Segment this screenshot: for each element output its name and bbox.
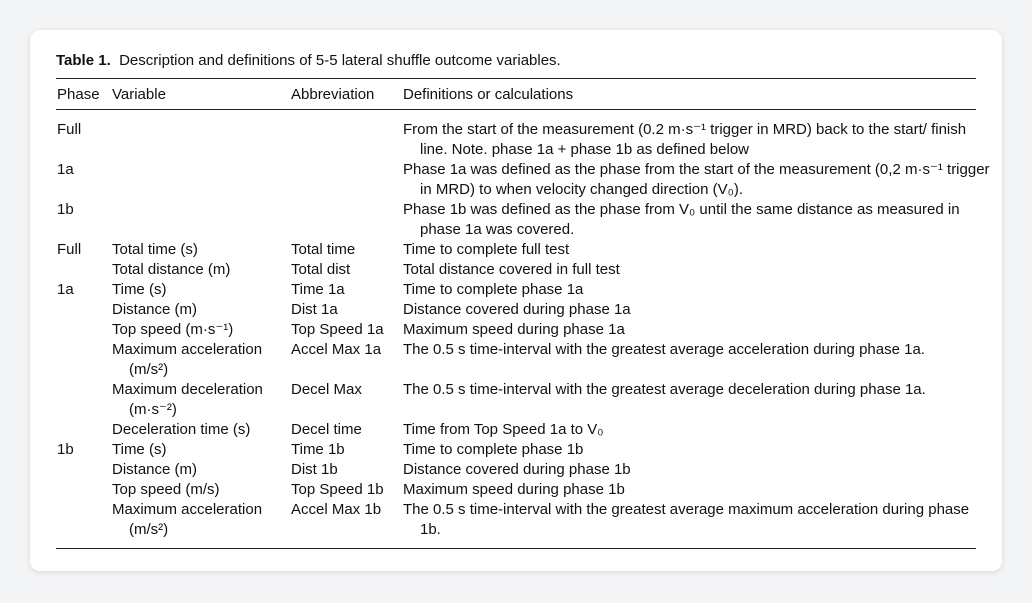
top-rule <box>56 78 976 79</box>
row-8-definition: The 0.5 s time-interval with the greatest average acceleration during phase 1a. <box>403 341 925 358</box>
row-5-abbreviation: Time 1a <box>291 281 345 298</box>
row-10-variable: Deceleration time (s) <box>112 421 251 438</box>
row-11-variable: Time (s) <box>112 441 167 458</box>
row-7-variable: Top speed (m·s⁻¹) <box>112 321 234 338</box>
row-3-abbreviation: Total time <box>291 241 356 258</box>
row-13-definition: Maximum speed during phase 1b <box>403 481 625 498</box>
row-10-definition: Time from Top Speed 1a to V₀ <box>403 421 604 438</box>
row-0-phase: Full <box>57 121 82 138</box>
row-4-abbreviation: Total dist <box>291 261 351 278</box>
row-5-variable: Time (s) <box>112 281 167 298</box>
row-11-abbreviation: Time 1b <box>291 441 345 458</box>
row-3-variable: Total time (s) <box>112 241 198 258</box>
row-14-variable: Maximum acceleration (m/s²) <box>112 501 263 538</box>
row-12-variable: Distance (m) <box>112 461 198 478</box>
row-8-variable: Maximum acceleration (m/s²) <box>112 341 263 378</box>
row-2-definition: Phase 1b was defined as the phase from V₀ until the same distance as measured in phase 1a was covered. <box>403 201 960 238</box>
row-6-abbreviation: Dist 1a <box>291 301 338 318</box>
row-3-definition: Time to complete full test <box>403 241 570 258</box>
row-1-definition: Phase 1a was defined as the phase from the start of the measurement (0,2 m·s⁻¹ trigger in MRD) to when velocity changed direction (V₀). <box>403 161 990 198</box>
row-7-definition: Maximum speed during phase 1a <box>403 321 625 338</box>
row-2-phase: 1b <box>57 201 74 218</box>
row-6-variable: Distance (m) <box>112 301 198 318</box>
table-label: Table 1. <box>56 52 111 69</box>
row-6-definition: Distance covered during phase 1a <box>403 301 631 318</box>
row-0-definition: From the start of the measurement (0.2 m·s⁻¹ trigger in MRD) back to the start/ finish line. Note. phase 1a + phase 1b as defined below <box>403 121 967 158</box>
table-title: Description and definitions of 5-5 lateral shuffle outcome variables. <box>119 52 561 69</box>
row-12-definition: Distance covered during phase 1b <box>403 461 631 478</box>
row-1-phase: 1a <box>57 161 74 178</box>
row-5-phase: 1a <box>57 281 74 298</box>
row-11-phase: 1b <box>57 441 74 458</box>
row-3-phase: Full <box>57 241 82 258</box>
header-variable: Variable <box>112 86 166 103</box>
row-7-abbreviation: Top Speed 1a <box>291 321 384 338</box>
row-8-abbreviation: Accel Max 1a <box>291 341 382 358</box>
table-card <box>30 30 1002 571</box>
row-13-abbreviation: Top Speed 1b <box>291 481 384 498</box>
row-14-definition: The 0.5 s time-interval with the greatest average maximum acceleration during phase 1b. <box>403 501 970 538</box>
row-14-abbreviation: Accel Max 1b <box>291 501 382 518</box>
header-rule <box>56 109 976 110</box>
row-4-variable: Total distance (m) <box>112 261 231 278</box>
row-9-abbreviation: Decel Max <box>291 381 362 398</box>
row-12-abbreviation: Dist 1b <box>291 461 338 478</box>
row-13-variable: Top speed (m/s) <box>112 481 220 498</box>
row-10-abbreviation: Decel time <box>291 421 362 438</box>
row-11-definition: Time to complete phase 1b <box>403 441 584 458</box>
row-4-definition: Total distance covered in full test <box>403 261 620 278</box>
row-9-variable: Maximum deceleration (m·s⁻²) <box>112 381 263 418</box>
header-phase: Phase <box>57 86 100 103</box>
bottom-rule <box>56 548 976 549</box>
row-5-definition: Time to complete phase 1a <box>403 281 584 298</box>
row-9-definition: The 0.5 s time-interval with the greatest average deceleration during phase 1a. <box>403 381 926 398</box>
table-caption <box>56 52 561 70</box>
header-definition: Definitions or calculations <box>403 86 574 103</box>
header-abbreviation: Abbreviation <box>291 86 375 103</box>
